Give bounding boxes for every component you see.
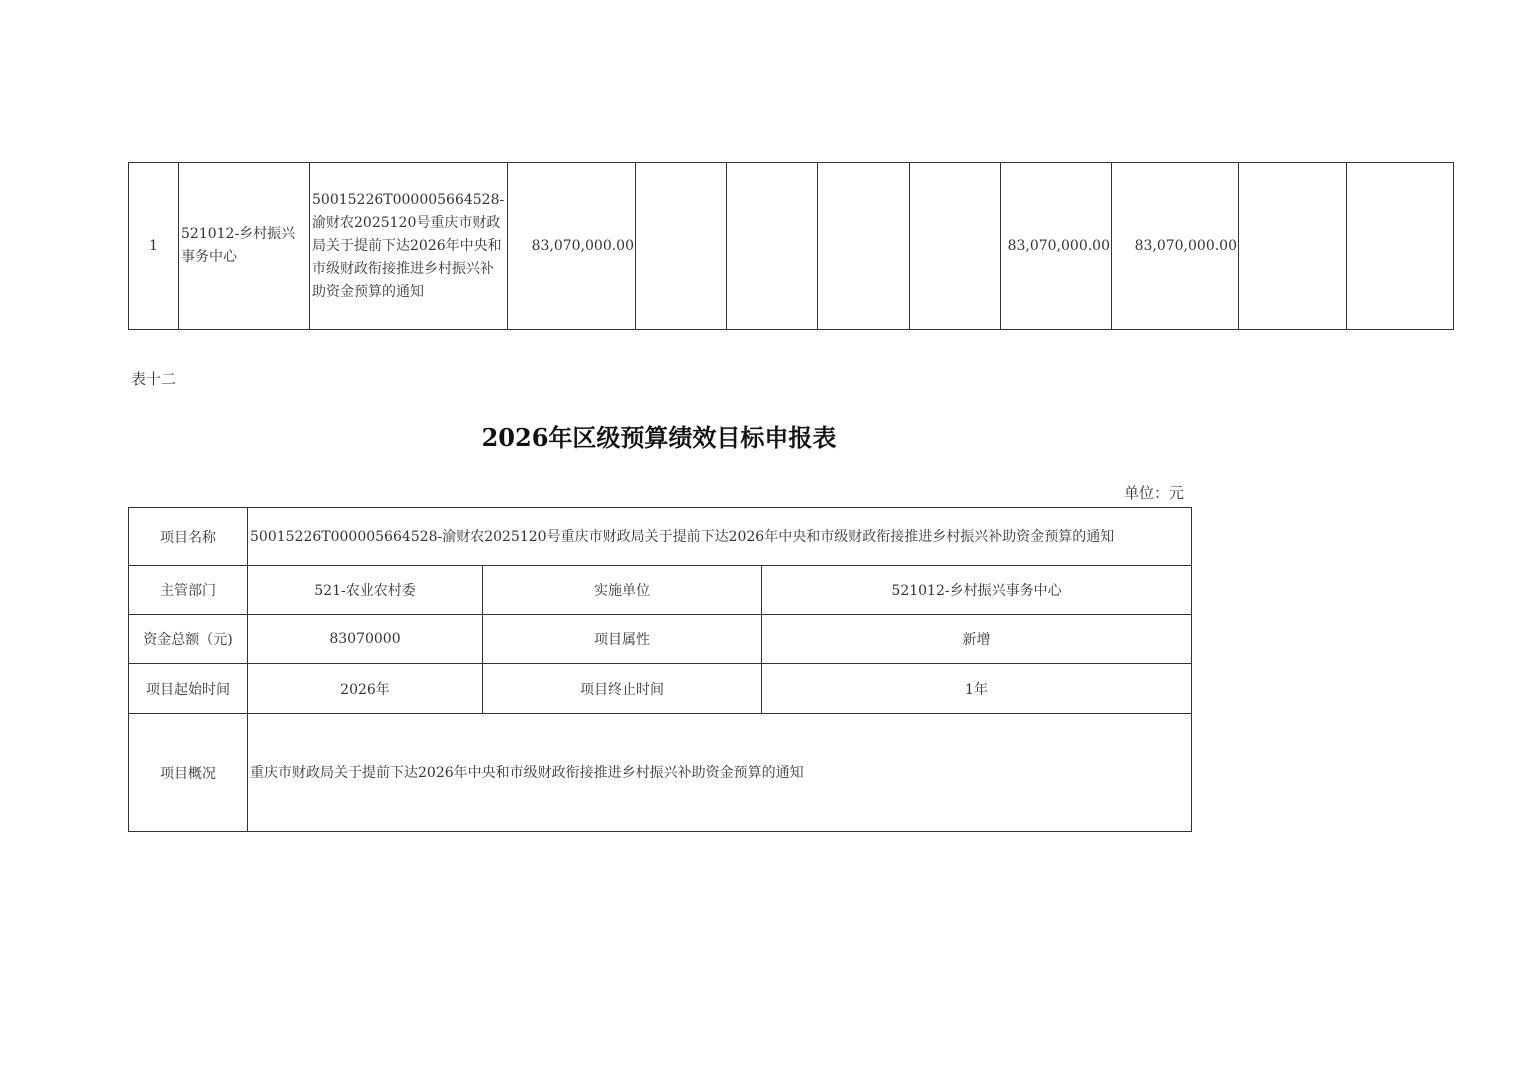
table-row xyxy=(129,615,1192,664)
empty-cell xyxy=(727,163,818,330)
amount-cell: 83,070,000.00 xyxy=(1112,163,1239,330)
end-label: 项目终止时间 xyxy=(483,664,762,714)
table-row xyxy=(129,664,1192,714)
row-index: 1 xyxy=(129,163,179,330)
end-value: 1年 xyxy=(762,664,1192,714)
table-row xyxy=(129,566,1192,615)
budget-detail-table xyxy=(128,162,1454,330)
start-value: 2026年 xyxy=(248,664,483,714)
amount-cell: 83,070,000.00 xyxy=(1001,163,1112,330)
impl-label: 实施单位 xyxy=(483,566,762,615)
empty-cell xyxy=(1347,163,1454,330)
dept-label: 主管部门 xyxy=(129,566,248,615)
attr-label: 项目属性 xyxy=(483,615,762,664)
empty-cell xyxy=(818,163,910,330)
table-row xyxy=(129,508,1192,566)
overview-value: 重庆市财政局关于提前下达2026年中央和市级财政衔接推进乡村振兴补助资金预算的通知 xyxy=(248,714,1192,832)
amount-total-cell: 83,070,000.00 xyxy=(508,163,636,330)
unit-note: 单位：元 xyxy=(1124,484,1185,502)
start-label: 项目起始时间 xyxy=(129,664,248,714)
dept-value: 521-农业农村委 xyxy=(248,566,483,615)
empty-cell xyxy=(1239,163,1347,330)
table-row xyxy=(129,163,1454,330)
project-name-value: 50015226T000005664528-渝财农2025120号重庆市财政局关于提前下达2026年中央和市级财政衔接推进乡村振兴补助资金预算的通知 xyxy=(248,508,1192,566)
fund-value: 83070000 xyxy=(248,615,483,664)
performance-target-form xyxy=(128,507,1192,832)
project-cell: 50015226T000005664528-渝财农2025120号重庆市财政局关于提前下达2026年中央和市级财政衔接推进乡村振兴补助资金预算的通知 xyxy=(310,163,508,330)
project-name-label: 项目名称 xyxy=(129,508,248,566)
attr-value: 新增 xyxy=(762,615,1192,664)
table-number-label: 表十二 xyxy=(131,370,177,388)
empty-cell xyxy=(636,163,727,330)
unit-cell: 521012-乡村振兴事务中心 xyxy=(179,163,310,330)
table-row xyxy=(129,714,1192,832)
impl-value: 521012-乡村振兴事务中心 xyxy=(762,566,1192,615)
empty-cell xyxy=(910,163,1001,330)
page-title: 2026年区级预算绩效目标申报表 xyxy=(481,423,837,452)
overview-label: 项目概况 xyxy=(129,714,248,832)
fund-label: 资金总额（元) xyxy=(129,615,248,664)
